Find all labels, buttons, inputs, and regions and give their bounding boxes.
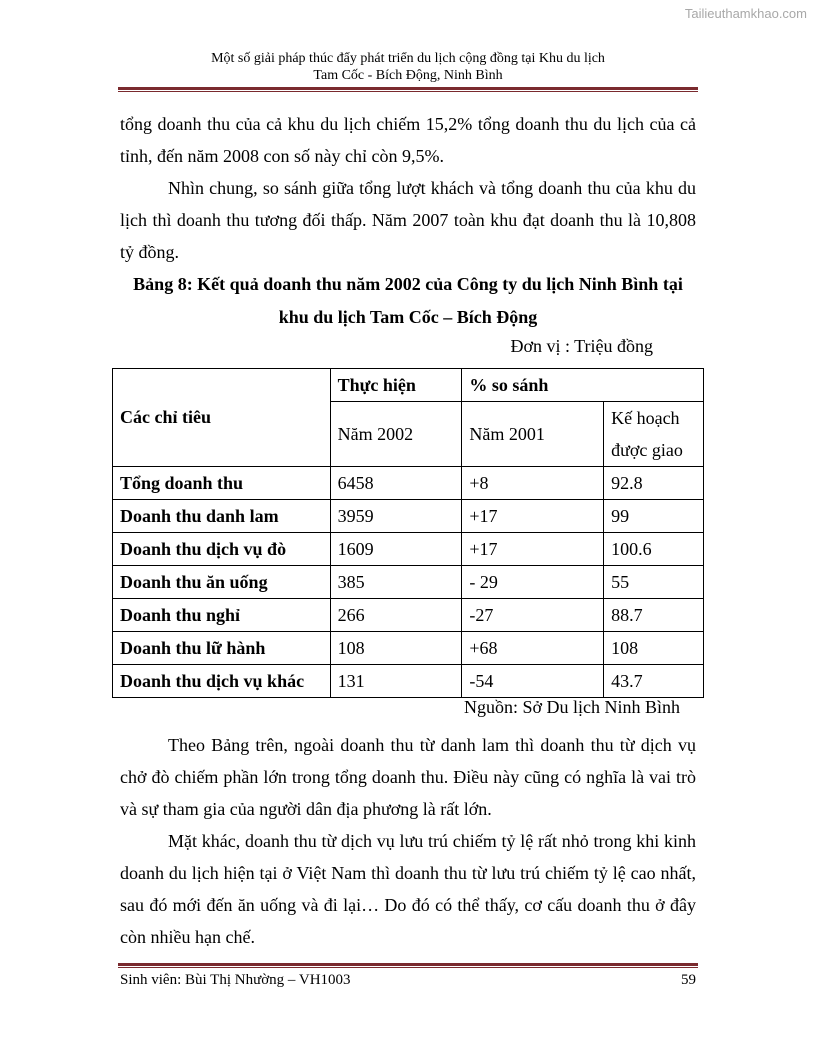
table-row [113,665,704,698]
row-label: Tổng doanh thu [113,467,331,500]
cell-year-2002: 266 [330,599,462,632]
cell-vs-plan: 100.6 [604,533,704,566]
header-line-2: Tam Cốc - Bích Động, Ninh Bình [313,68,503,83]
row-label: Doanh thu lữ hành [113,632,331,665]
header-compare: % so sánh [462,369,704,402]
watermark: Tailieuthamkhao.com [684,6,807,21]
table-source: Nguồn: Sở Du lịch Ninh Bình [463,697,680,717]
row-label: Doanh thu ăn uống [113,566,331,599]
cell-vs-2001: +8 [462,467,604,500]
header-criteria: Các chỉ tiêu [113,369,331,467]
cell-vs-plan: 88.7 [604,599,704,632]
header-plan [604,402,704,467]
header-line-1: Một số giải pháp thúc đẩy phát triển du lịch cộng đồng tại Khu du lịch [211,51,605,66]
table-caption-line-2: khu du lịch Tam Cốc – Bích Động [278,307,538,327]
cell-vs-2001: -27 [462,599,604,632]
header-year-2002: Năm 2002 [330,402,462,467]
header-year-2001: Năm 2001 [462,402,604,467]
page-number: 59 [681,972,696,988]
table-caption-line-1: Bảng 8: Kết quả doanh thu năm 2002 của Công ty du lịch Ninh Bình tại [133,274,683,294]
cell-vs-2001: +68 [462,632,604,665]
cell-year-2002: 131 [330,665,462,698]
row-label: Doanh thu nghỉ [113,599,331,632]
paragraph-4: Mặt khác, doanh thu từ dịch vụ lưu trú chiếm tỷ lệ rất nhỏ trong khi kinh doanh du lịch hiện tại ở Việt Nam thì doanh thu từ lưu trú chiếm tỷ lệ cao nhất, sau đó mới đến ăn uống và đi lại… Do đó có thể thấy, cơ cấu doanh thu ở đây còn nhiều hạn chế. [120,831,696,947]
header-actual: Thực hiện [330,369,462,402]
header-plan-line-1: Kế hoạch [611,408,680,428]
cell-vs-plan: 99 [604,500,704,533]
table-header-row [113,369,704,402]
cell-year-2002: 1609 [330,533,462,566]
table-row [113,500,704,533]
cell-vs-2001: +17 [462,533,604,566]
cell-year-2002: 108 [330,632,462,665]
cell-vs-plan: 108 [604,632,704,665]
running-header [120,50,696,84]
table-row [113,566,704,599]
header-rule [118,87,698,92]
cell-year-2002: 385 [330,566,462,599]
cell-vs-plan: 43.7 [604,665,704,698]
revenue-table [112,368,704,698]
cell-year-2002: 6458 [330,467,462,500]
cell-vs-2001: +17 [462,500,604,533]
table-row [113,533,704,566]
row-label: Doanh thu dịch vụ khác [113,665,331,698]
cell-year-2002: 3959 [330,500,462,533]
table-caption [120,268,696,334]
row-label: Doanh thu danh lam [113,500,331,533]
paragraph-3: Theo Bảng trên, ngoài doanh thu từ danh lam thì doanh thu từ dịch vụ chở đò chiếm phần lớn trong tổng doanh thu. Điều này cũng có nghĩa là vai trò và sự tham gia của người dân địa phương là rất lớn. [120,735,696,819]
cell-vs-2001: -54 [462,665,604,698]
footer-rule [118,963,698,968]
cell-vs-plan: 55 [604,566,704,599]
paragraph-2: Nhìn chung, so sánh giữa tổng lượt khách và tổng doanh thu của khu du lịch thì doanh thu tương đối thấp. Năm 2007 toàn khu đạt doanh thu là 10,808 tỷ đồng. [120,178,696,262]
table-row [113,467,704,500]
header-plan-line-2: được giao [611,440,683,460]
paragraph-1: tổng doanh thu của cả khu du lịch chiếm 15,2% tổng doanh thu du lịch của cả tỉnh, đến năm 2008 con số này chỉ còn 9,5%. [120,114,696,166]
table-row [113,632,704,665]
table-unit: Đơn vị : Triệu đồng [510,336,653,356]
page-footer [120,972,696,989]
cell-vs-2001: - 29 [462,566,604,599]
cell-vs-plan: 92.8 [604,467,704,500]
row-label: Doanh thu dịch vụ đò [113,533,331,566]
footer-student: Sinh viên: Bùi Thị Nhường – VH1003 [120,972,351,988]
table-row [113,599,704,632]
